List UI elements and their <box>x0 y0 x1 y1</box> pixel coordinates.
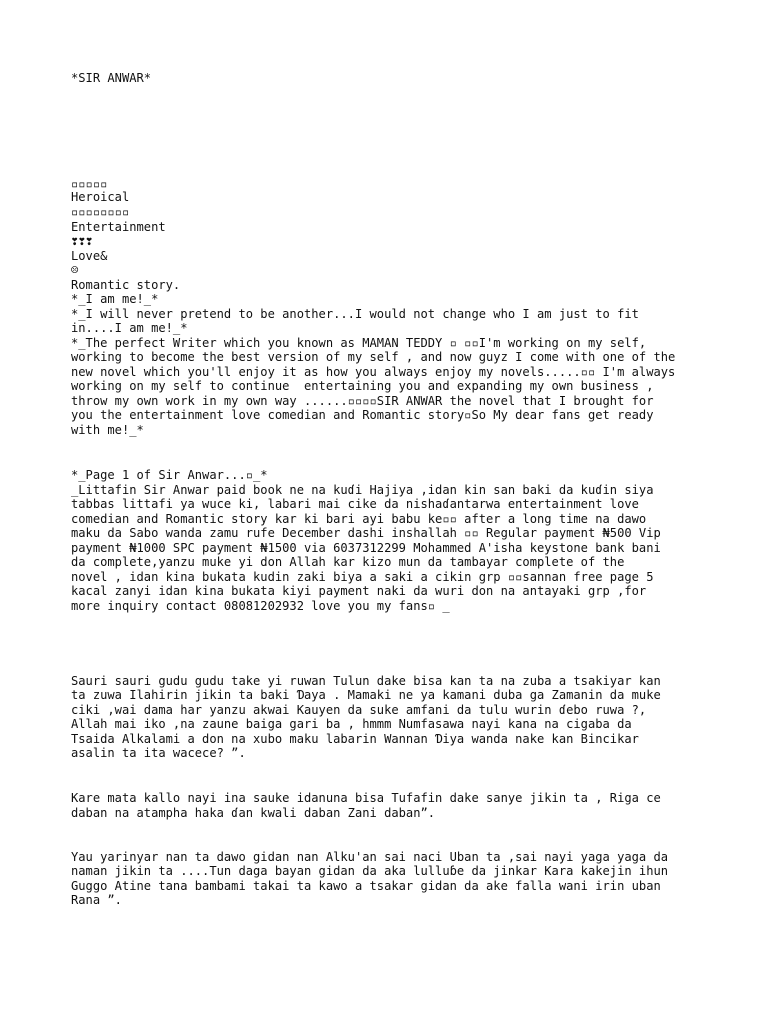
text-line: Kare mata kallo nayi ina sauke idanuna bisa Tufafin dake sanye jikin ta , Riga ce <box>71 791 661 805</box>
text-line: throw my own work in my own way ......▫▫▫▫SIR ANWAR the novel that I brought for <box>71 394 654 408</box>
text-line: Guggo Atine tana bambami takai ta kawo a tsakar gidan da ake falla wani irin uban <box>71 879 661 893</box>
text-line: Tsaida Alkalami a don na xubo maku labarin Wannan Ɗiya wanda nake kan Bincikar <box>71 732 639 746</box>
text-line: ciki ,wai dama har yanzu akwai Kauyen da suke amfani da tulu wurin ɗebo ruwa ?, <box>71 703 647 717</box>
text-line: Allah mai iko ,na zaune baiga gari ba , hmmm Numfasawa nayi kana na cigaba da <box>71 717 632 731</box>
text-line: asalin ta ita wacece? ”. <box>71 746 246 760</box>
text-line: comedian and Romantic story kar ki bari ayi babu ke▫▫ after a long time na dawo <box>71 512 647 526</box>
genre-line: ☹ <box>71 263 79 277</box>
text-line: more inquiry contact 08081202932 love you my fans▫ _ <box>71 599 450 613</box>
text-line: ta zuwa Ilahirin jikin ta baki Ɗaya . Mamaki ne ya kamani duba ga Zamanin da muke <box>71 688 661 702</box>
genre-line: Entertainment <box>71 220 166 234</box>
genre-line: ❣❣❣ <box>71 234 93 248</box>
text-line: *_The perfect Writer which you known as MAMAN TEDDY ▫ ▫▫I'm working on my self, <box>71 336 647 350</box>
text-line: novel , idan kina bukata kudin zaki biya a saki a cikin grp ▫▫sannan free page 5 <box>71 570 654 584</box>
text-line: kacal zanyi idan kina bukata kiyi payment naki da wuri don na antayaki grp ,for <box>71 584 647 598</box>
genre-line: Romantic story. <box>71 278 181 292</box>
genre-line: Heroical <box>71 190 130 204</box>
text-line: payment ₦1000 SPC payment ₦1500 via 6037312299 Mohammed A'isha keystone bank bani <box>71 541 661 555</box>
text-line: you the entertainment love comedian and Romantic story▫So My dear fans get ready <box>71 408 654 422</box>
text-line: *_I will never pretend to be another...I would not change who I am just to fit <box>71 307 639 321</box>
text-line: with me!_* <box>71 423 144 437</box>
text-line: working on my self to continue entertaining you and expanding my own business , <box>71 379 654 393</box>
genre-line: Love& <box>71 249 108 263</box>
text-line: naman jikin ta ....Tun daga bayan gidan da aka lulluɓe da jinkar Kara kakejin ihun <box>71 864 669 878</box>
text-line: *_I am me!_* <box>71 292 159 306</box>
text-line: new novel which you'll enjoy it as how you always enjoy my novels.....▫▫ I'm always <box>71 365 676 379</box>
text-line: working to become the best version of my self , and now guyz I come with one of the <box>71 350 676 364</box>
text-line: tabbas littafi ya wuce ki, labari mai cike da nishaɗantarwa entertainment love <box>71 497 639 511</box>
genre-line: ▫▫▫▫▫▫▫▫ <box>71 205 130 219</box>
text-line: *_Page 1 of Sir Anwar...▫_* <box>71 468 268 482</box>
text-line: Yau yarinyar nan ta dawo gidan nan Alku'an sai naci Uban ta ,sai nayi yaga yaga da <box>71 850 669 864</box>
text-line: Sauri sauri gudu gudu take yi ruwan Tulun dake bisa kan ta na zuba a tsakiyar kan <box>71 674 661 688</box>
genre-line: ▫▫▫▫▫ <box>71 177 108 191</box>
text-line: da complete,yanzu muke yi don Allah kar kizo mun da tambayar complete of the <box>71 555 625 569</box>
text-line: in....I am me!_* <box>71 321 188 335</box>
text-line: daban na atampha haka ɗan kwali daban Zani daban”. <box>71 806 436 820</box>
text-line: maku da Sabo wanda zamu rufe December dashi inshallah ▫▫ Regular payment ₦500 Vip <box>71 526 661 540</box>
text-line: _Littafin Sir Anwar paid book ne na kuɗi Hajiya ,idan kin san baki da kuɗin siya <box>71 483 654 497</box>
document-title: *SIR ANWAR* <box>71 71 152 85</box>
text-line: Rana ”. <box>71 893 122 907</box>
